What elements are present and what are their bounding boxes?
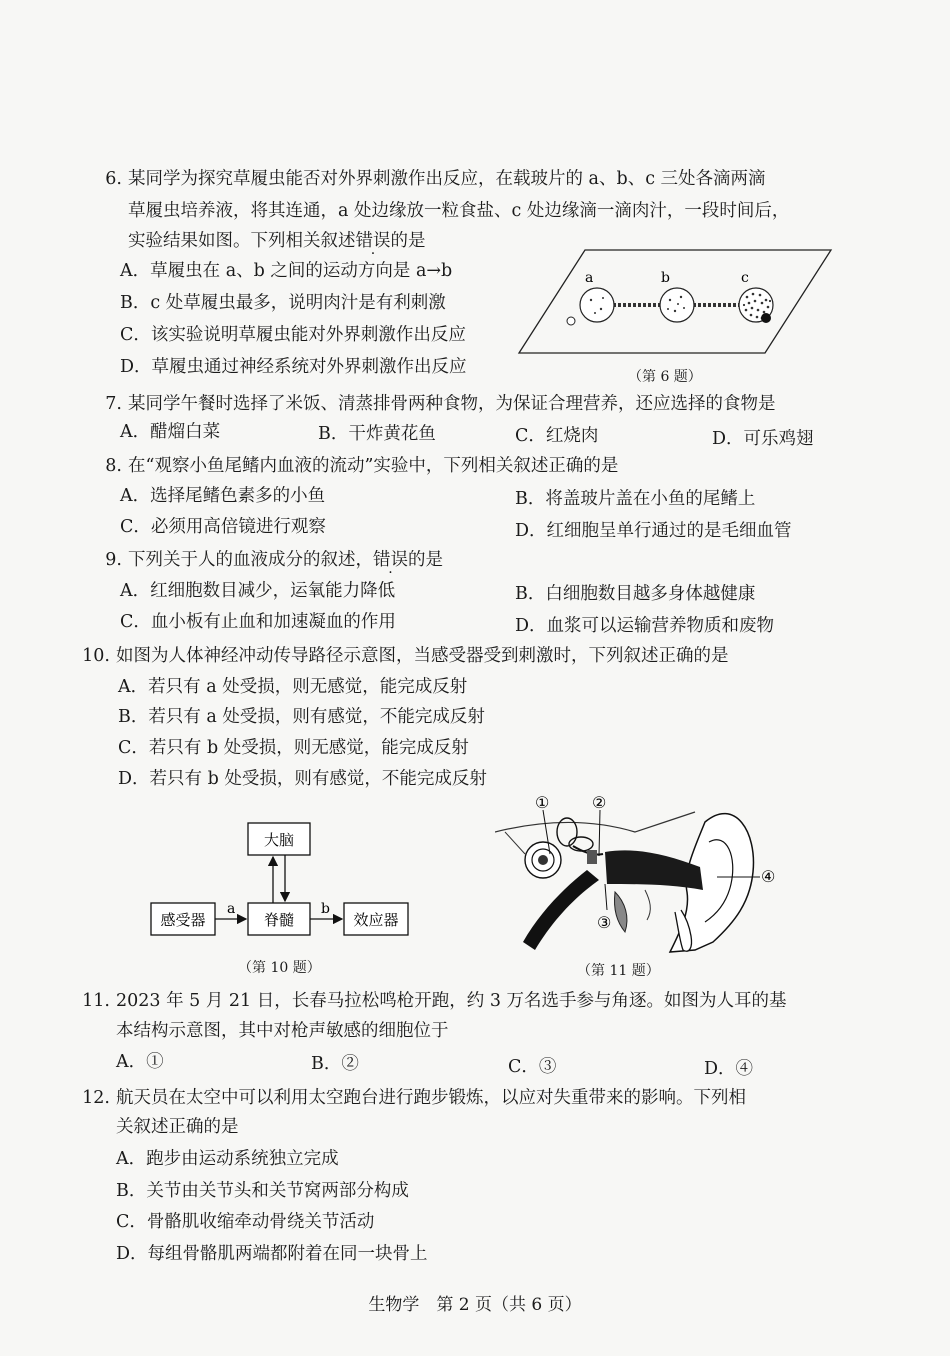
q12-option-c: C．骨骼肌收缩牵动骨绕关节活动 (116, 1212, 375, 1232)
q8-number: 8. (105, 456, 122, 476)
q11-number: 11. (82, 991, 110, 1011)
q8-option-d: D．红细胞呈单行通过的是毛细血管 (515, 521, 792, 541)
q10-option-b: B．若只有 a 处受损，则有感觉，不能完成反射 (118, 707, 485, 727)
q6-option-b: B．c 处草履虫最多，说明肉汁是有利刺激 (120, 293, 446, 313)
q11-stem-line1: 11. 2023 年 5 月 21 日，长春马拉松鸣枪开跑，约 3 万名选手参与角逐。如图为人耳的基 (80, 990, 787, 1012)
q11-option-c: C．③ (508, 1057, 557, 1077)
q12-option-d: D．每组骨骼肌两端都附着在同一块骨上 (116, 1244, 428, 1264)
q10-brain-label: 大脑 (263, 831, 295, 849)
q12-stem-line1: 12. 航天员在太空中可以利用太空跑台进行跑步锻炼，以应对失重带来的影响。下列相 (80, 1087, 746, 1109)
q6-emphasis: 错误 (355, 231, 391, 251)
q7-option-a: A．醋熘白菜 (120, 422, 221, 442)
q9-stem: 9. 下列关于人的血液成分的叙述，错误的是 (92, 549, 443, 571)
q11-marker-1: ① (535, 793, 550, 812)
q11-stem-line2: 本结构示意图，其中对枪声敏感的细胞位于 (116, 1021, 449, 1041)
q11-option-b: B．② (311, 1054, 359, 1074)
q8-stem: 8. 在“观察小鱼尾鳍内血液的流动”实验中，下列相关叙述正确的是 (92, 455, 618, 477)
q10-option-a: A．若只有 a 处受损，则无感觉，能完成反射 (118, 677, 468, 697)
q6-stem-line2: 草履虫培养液，将其连通，a 处边缘放一粒食盐、c 处边缘滴一滴肉汁，一段时间后， (128, 201, 790, 221)
q10-receptor-label: 感受器 (160, 911, 206, 929)
q9-emphasis: 错误 (373, 550, 408, 570)
q12-number: 12. (82, 1088, 110, 1108)
q10-reflex-diagram (145, 815, 415, 945)
q12-option-a: A．跑步由运动系统独立完成 (116, 1149, 339, 1169)
q6-stem-line1: 6. 某同学为探究草履虫能否对外界刺激作出反应，在载玻片的 a、b、c 三处各滴两滴 (92, 168, 766, 190)
q6-label-c: c (741, 270, 749, 286)
q10-spinal-label: 脊髓 (263, 911, 295, 929)
q9-option-c: C．血小板有止血和加速凝血的作用 (120, 612, 396, 632)
q6-slide-figure (515, 245, 835, 357)
q10-effector-label: 效应器 (353, 911, 399, 929)
q9-option-a: A．红细胞数目减少，运氧能力降低 (120, 581, 396, 601)
q6-option-a: A．草履虫在 a、b 之间的运动方向是 a→b (120, 261, 453, 281)
q8-option-a: A．选择尾鳍色素多的小鱼 (120, 486, 326, 506)
q6-label-a: a (585, 270, 594, 286)
q7-number: 7. (105, 394, 122, 414)
q7-stem: 7. 某同学午餐时选择了米饭、清蒸排骨两种食物，为保证合理营养，还应选择的食物是 (92, 393, 776, 415)
q12-stem-line2: 关叙述正确的是 (116, 1117, 239, 1137)
q9-option-b: B．白细胞数目越多身体越健康 (515, 584, 756, 604)
q10-number: 10. (82, 646, 110, 666)
q8-option-c: C．必须用高倍镜进行观察 (120, 517, 326, 537)
q11-option-a: A．① (116, 1052, 164, 1072)
q6-option-d: D．草履虫通过神经系统对外界刺激作出反应 (120, 357, 467, 377)
q7-option-d: D．可乐鸡翅 (712, 429, 814, 449)
q11-marker-2: ② (592, 793, 607, 812)
q10-stem: 10. 如图为人体神经冲动传导路径示意图，当感受器受到刺激时，下列叙述正确的是 (80, 645, 729, 667)
q9-number: 9. (105, 550, 122, 570)
q10-caption: （第 10 题） (238, 960, 321, 976)
q11-option-d: D．④ (704, 1059, 754, 1079)
q11-marker-3: ③ (597, 913, 612, 932)
q11-ear-diagram (495, 792, 785, 957)
q7-option-b: B．干炸黄花鱼 (318, 424, 436, 444)
page-footer: 生物学 第 2 页（共 6 页） (368, 1295, 582, 1315)
q11-marker-4: ④ (761, 867, 776, 886)
q6-stem-line3: 实验结果如图。下列相关叙述错误的是 (128, 231, 426, 251)
q10-label-b: b (321, 901, 330, 917)
q6-number: 6. (105, 169, 122, 189)
q6-option-c: C．该实验说明草履虫能对外界刺激作出反应 (120, 325, 466, 345)
q6-label-b: b (661, 270, 670, 286)
q12-option-b: B．关节由关节头和关节窝两部分构成 (116, 1181, 409, 1201)
q10-label-a: a (227, 901, 236, 917)
q7-option-c: C．红烧肉 (515, 426, 599, 446)
q10-option-c: C．若只有 b 处受损，则无感觉，能完成反射 (118, 738, 469, 758)
q6-caption: （第 6 题） (628, 369, 702, 385)
q9-option-d: D．血浆可以运输营养物质和废物 (515, 616, 775, 636)
q8-option-b: B．将盖玻片盖在小鱼的尾鳍上 (515, 489, 756, 509)
q11-caption: （第 11 题） (577, 963, 660, 979)
q10-option-d: D．若只有 b 处受损，则有感觉，不能完成反射 (118, 769, 487, 789)
